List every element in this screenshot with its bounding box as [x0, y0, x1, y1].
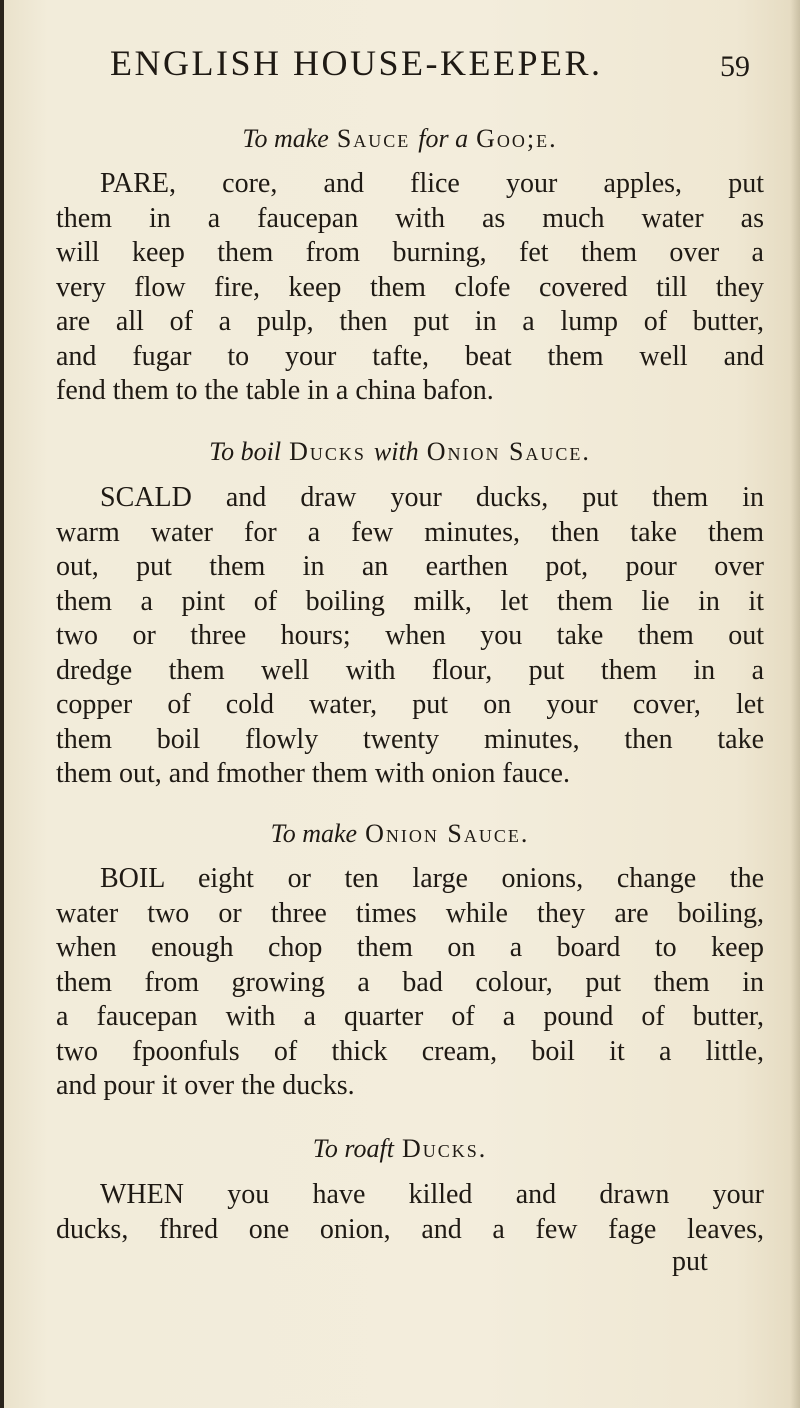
section-heading-goose-sauce: To make Sauce for a Goo;e.: [242, 124, 558, 153]
section-heading-roast-ducks: To roaft Ducks.: [312, 1134, 488, 1163]
page-edge-shadow: [790, 0, 800, 1408]
text-line: copper of cold water, put on your cover, let: [56, 689, 764, 720]
text-line: them boil flowly twenty minutes, then take: [56, 723, 764, 755]
text-line: when enough chop them on a board to keep: [56, 932, 764, 963]
page-number: 59: [720, 50, 750, 83]
text-line: BOIL eight or ten large onions, change the: [100, 863, 764, 894]
section-heading-boil-ducks: To boil Ducks with Onion Sauce.: [209, 437, 591, 466]
text-line: and fugar to your tafte, beat them well and: [56, 340, 764, 372]
text-line: are all of a pulp, then put in a lump of butter,: [56, 306, 764, 337]
page-gutter-shadow: [0, 0, 4, 1408]
text-line: will keep them from burning, fet them over a: [56, 237, 764, 268]
text-line: water two or three times while they are boiling,: [56, 897, 764, 929]
text-line: ducks, fhred one onion, and a few fage leaves,: [56, 1213, 764, 1245]
text-line: warm water for a few minutes, then take them: [56, 516, 764, 548]
recipe-paragraph-goose-sauce: [56, 167, 764, 409]
catchword: put: [672, 1246, 708, 1277]
text-line: two fpoonfuls of thick cream, boil it a little,: [56, 1035, 764, 1067]
text-line: fend them to the table in a china bafon.: [56, 375, 494, 406]
text-line: very flow fire, keep them clofe covered till they: [56, 271, 764, 303]
section-heading-onion-sauce: To make Onion Sauce.: [270, 819, 530, 848]
text-line: PARE, core, and flice your apples, put: [100, 168, 764, 199]
text-line: WHEN you have killed and drawn your: [100, 1179, 764, 1210]
text-line: dredge them well with flour, put them in a: [56, 654, 764, 686]
text-line: them in a faucepan with as much water as: [56, 202, 764, 234]
text-line: them out, and fmother them with onion fauce.: [56, 758, 570, 789]
text-line: them a pint of boiling milk, let them lie in it: [56, 585, 764, 617]
text-line: two or three hours; when you take them out: [56, 620, 764, 651]
text-line: out, put them in an earthen pot, pour over: [56, 551, 764, 582]
text-line: and pour it over the ducks.: [56, 1070, 355, 1101]
text-line: a faucepan with a quarter of a pound of butter,: [56, 1001, 764, 1032]
recipe-paragraph-roast-ducks: [56, 1178, 764, 1247]
text-line: them from growing a bad colour, put them in: [56, 966, 764, 998]
recipe-paragraph-boil-ducks: [56, 481, 764, 792]
text-line: SCALD and draw your ducks, put them in: [100, 482, 764, 513]
recipe-paragraph-onion-sauce: [56, 862, 764, 1104]
running-head: ENGLISH HOUSE-KEEPER.: [110, 43, 603, 83]
